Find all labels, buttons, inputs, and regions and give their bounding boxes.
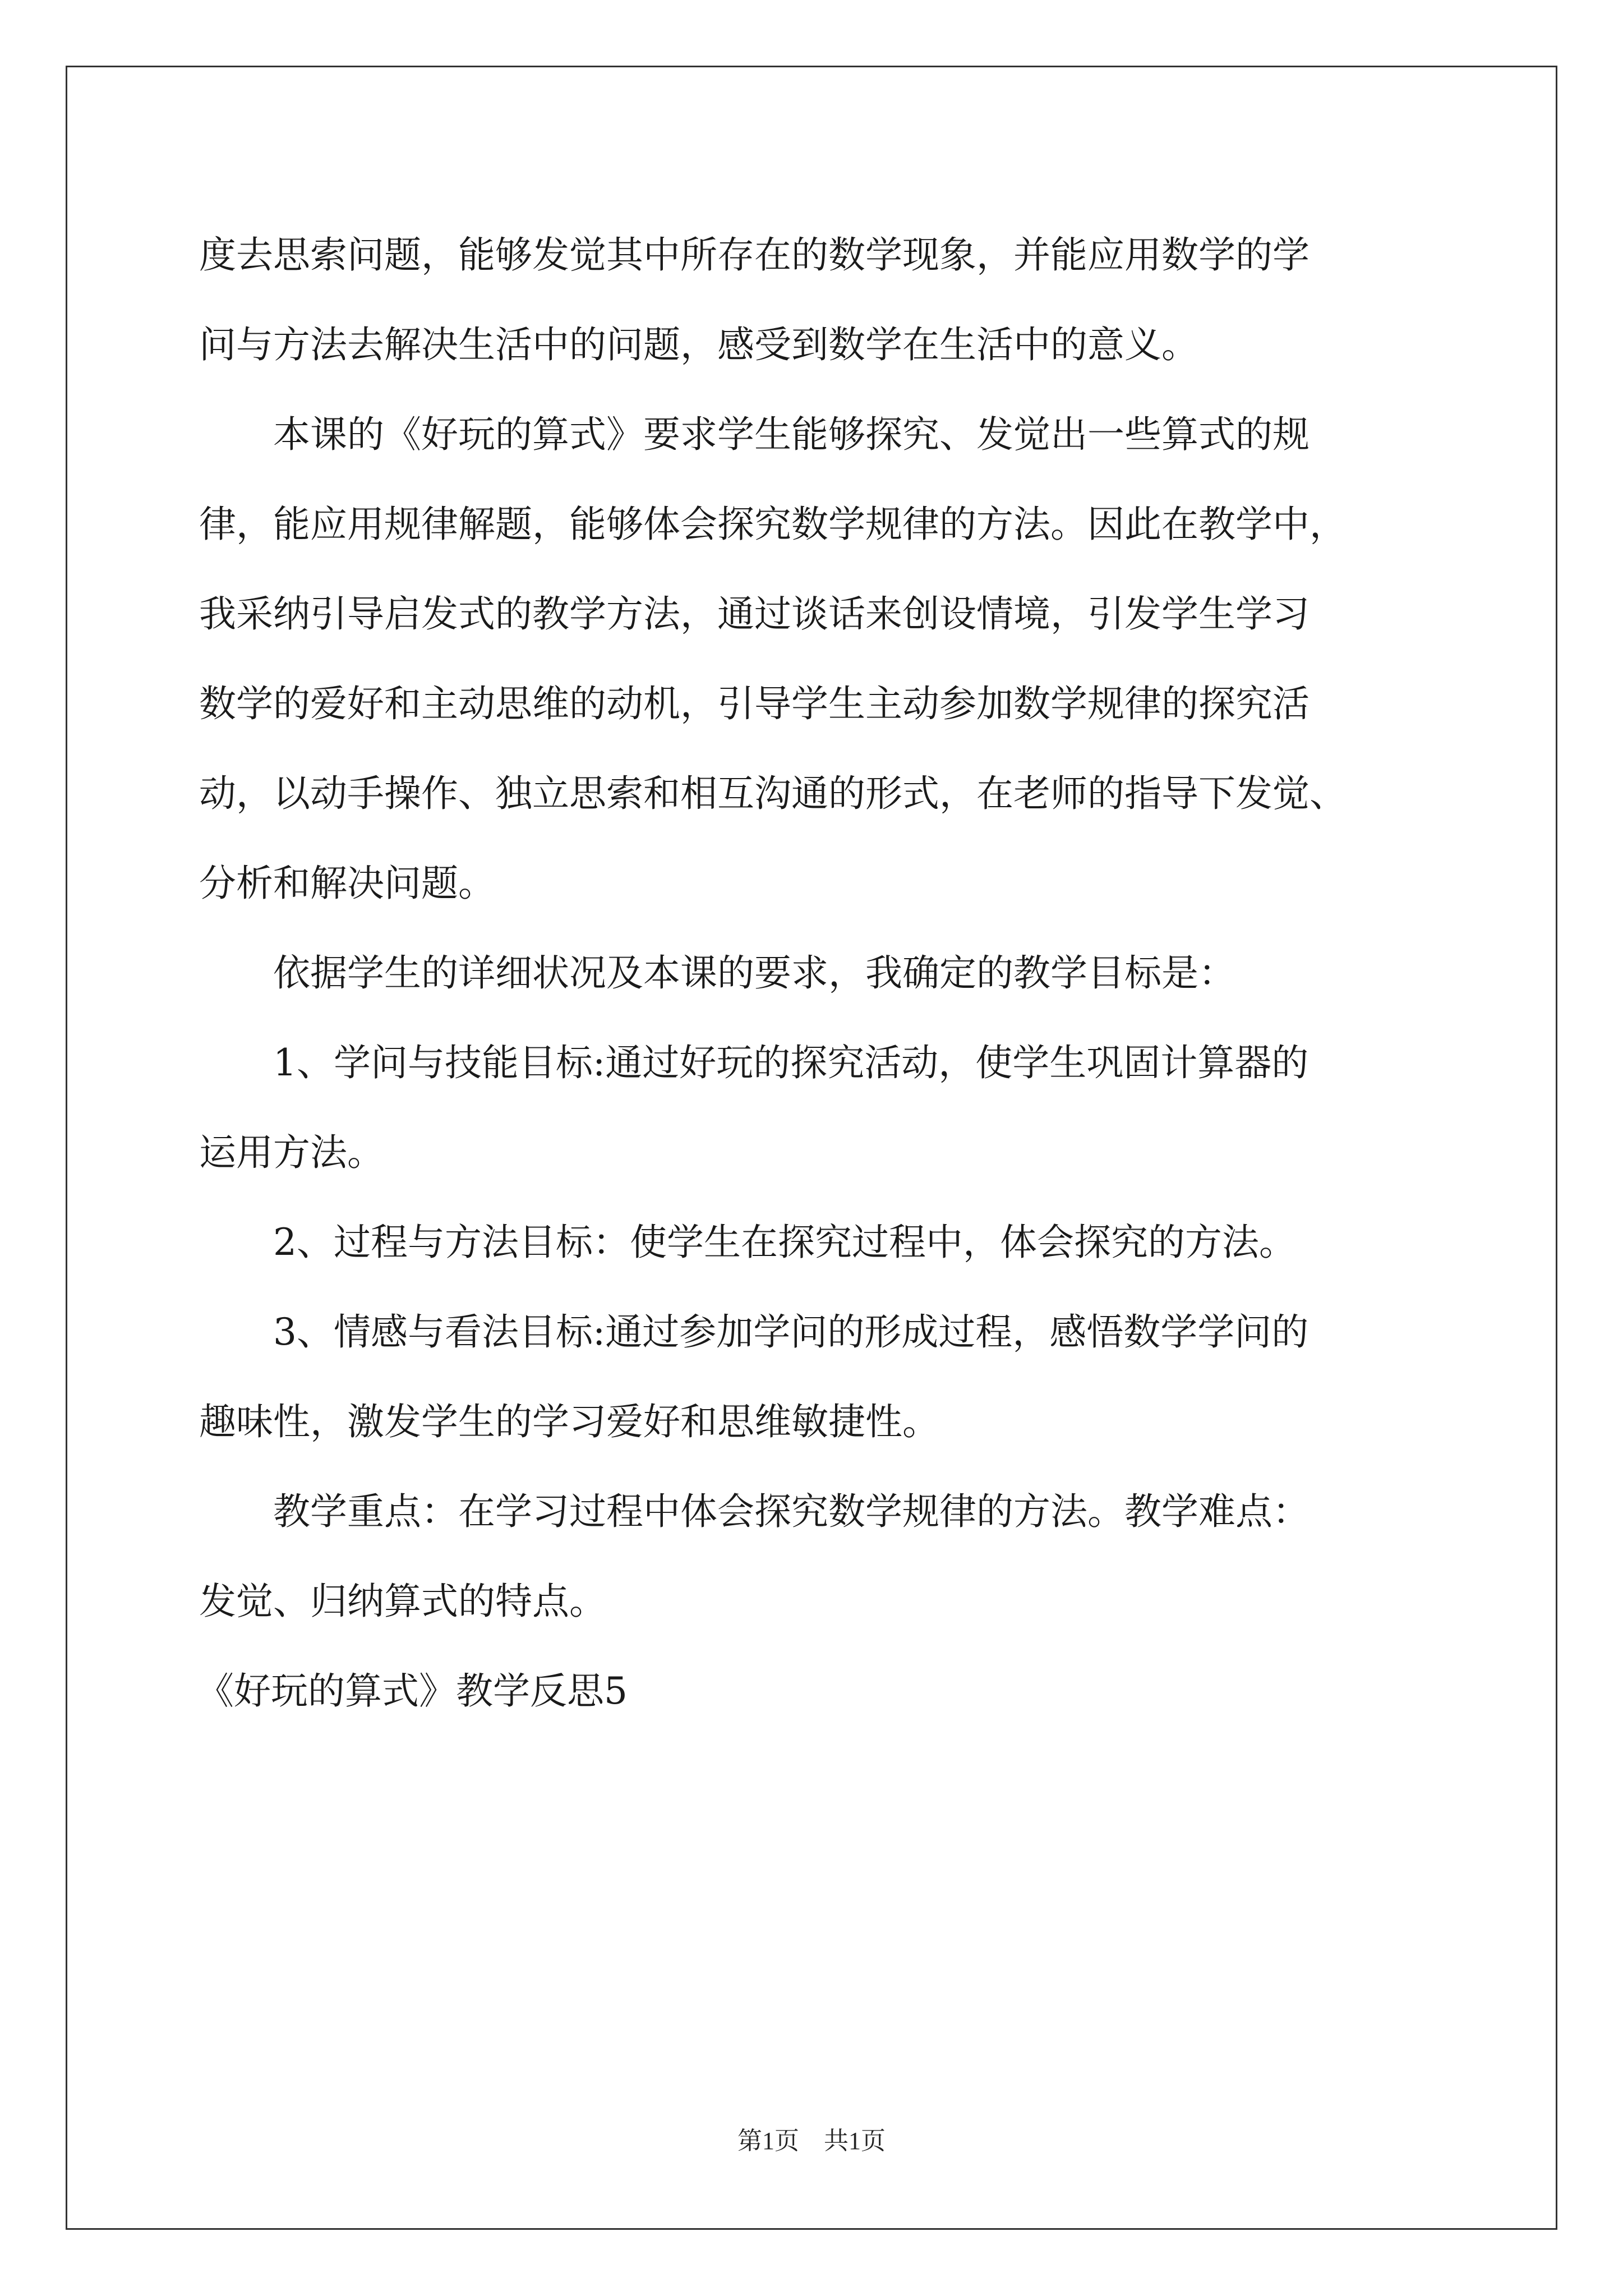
text-line: 我采纳引导启发式的教学方法，通过谈话来创设情境，引发学生学习 [199,592,1310,636]
text-line: 度去思索问题，能够发觉其中所存在的数学现象，并能应用数学的学 [199,233,1310,277]
text-line: 3、情感与看法目标:通过参加学问的形成过程，感悟数学学问的 [199,1310,1309,1354]
text-line: 1、学问与技能目标:通过好玩的探究活动，使学生巩固计算器的 [199,1041,1309,1084]
text-line: 本课的《好玩的算式》要求学生能够探究、发觉出一些算式的规 [199,413,1310,456]
text-line: 分析和解决问题。 [199,862,495,905]
text-line: 动，以动手操作、独立思索和相互沟通的形式，在老师的指导下发觉、 [199,772,1347,815]
text-line: 律，能应用规律解题，能够体会探究数学规律的方法。因此在教学中， [199,503,1347,546]
page-footer: 第1页 共1页 [737,2127,886,2155]
text-line: 问与方法去解决生活中的问题，感受到数学在生活中的意义。 [199,323,1198,366]
text-line: 教学重点：在学习过程中体会探究数学规律的方法。教学难点： [199,1490,1310,1533]
section-heading: 《好玩的算式》教学反思5 [197,1669,628,1713]
text-line: 发觉、归纳算式的特点。 [199,1580,606,1623]
text-line: 2、过程与方法目标：使学生在探究过程中，体会探究的方法。 [199,1221,1296,1264]
text-line: 依据学生的详细状况及本课的要求，我确定的教学目标是： [199,951,1235,995]
text-line: 趣味性，激发学生的学习爱好和思维敏捷性。 [199,1400,939,1443]
text-line: 数学的爱好和主动思维的动机，引导学生主动参加数学规律的探究活 [199,682,1310,725]
document-body [199,210,1427,1736]
text-line: 运用方法。 [199,1131,384,1174]
